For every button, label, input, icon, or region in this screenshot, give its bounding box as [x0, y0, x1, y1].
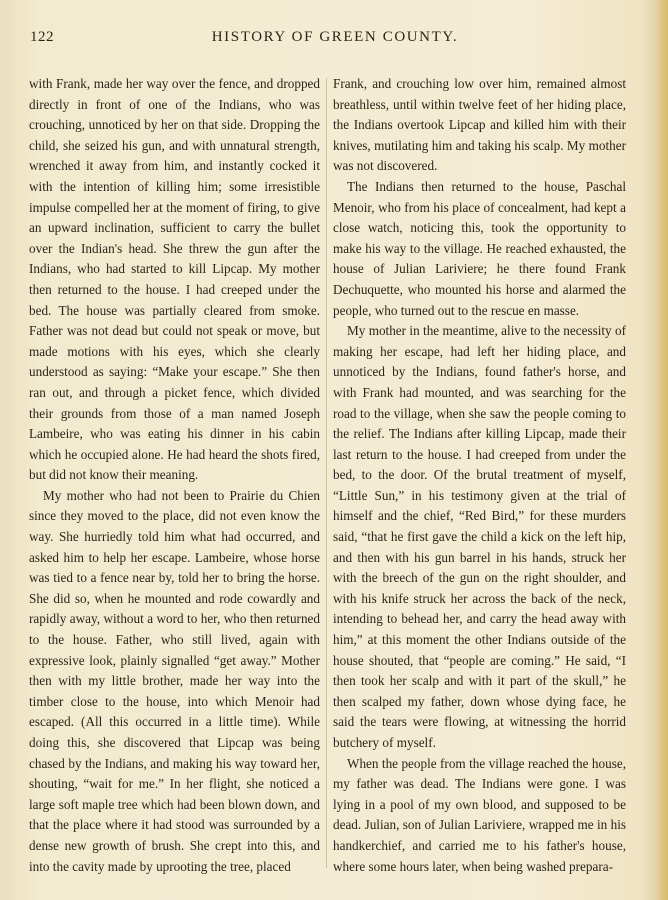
right-paragraph-1: Frank, and crouching low over him, remained almost breathless, until within twelve feet of her hiding place, the Indians overtook Lipcap and killed him with their knives, mutilating him and taking his scalp. My mother was not discovered. [333, 76, 626, 174]
right-column [333, 74, 626, 882]
left-paragraph-2: My mother who had not been to Prairie du Chien since they moved to the place, did not even know the way. She hurriedly told him what had occurred, and asked him to help her escape. Lambeire, whose horse was tied to a fence near by, told her to bring the horse. She did so, when he mounted and rode cowardly and rapidly away, without a word to her, who then returned to the house. Father, who still lived, again with expressive look, plainly signalled “get away.” Mother then with my little brother, made her way into the timber close to the house, into which Menoir had escaped. (All this occurred in a little time). While doing this, she discovered that Lipcap was being chased by the Indians, and making his way toward her, shouting, “wait for me.” In her flight, she noticed a large soft maple tree which had been blown down, and that the place where it had stood was surrounded by a dense new growth of brush. She crept into this, and into the cavity made by uprooting the tree, placed [29, 487, 320, 874]
right-paragraph-2: The Indians then returned to the house, Paschal Menoir, who from his place of concealment, had kept a close watch, noticing this, took the opportunity to make his way to the village. He reached exhausted, the house of Julian Lariviere; he there found Frank Dechuquette, who mounted his horse and alarmed the people, who turned out to the rescue en masse. [333, 178, 626, 318]
page-edge [658, 0, 668, 900]
left-column [29, 74, 320, 882]
right-paragraph-4: When the people from the village reached the house, my father was dead. The Indians were gone. I was lying in a pool of my own blood, and supposed to be dead. Julian, son of Julian Lariviere, wrapped me in his handkerchief, and carried me to his father's house, where some hours later, when being washed prepara- [333, 755, 626, 874]
column-divider [326, 78, 327, 868]
page-number: 122 [30, 29, 54, 45]
right-paragraph-3: My mother in the meantime, alive to the necessity of making her escape, had left her hiding place, and unnoticed by the Indians, found father's horse, and with Frank had mounted, and was searching for the road to the village, when she saw the people coming to the relief. The Indians after killing Lipcap, made their last return to the house. I had creeped from under the bed, to the door. Of the brutal treatment of myself, “Little Sun,” in his testimony given at the trial of himself and the chief, “Red Bird,” for these murders said, “that he first gave the child a kick on the left hip, and then with his gun barrel in his hands, struck her with the breech of the gun on the right shoulder, and with his knife struck her across the back of the neck, intending to behead her, and carry the head away with him,” at this moment the other Indians outside of the house shouted, that “people are coming.” He said, “I then took her scalp and with it part of the skull,” he then scalped my father, down whose dying face, he said the tears were flowing, at witnessing the horrid butchery of myself. [333, 323, 626, 750]
left-paragraph-1: with Frank, made her way over the fence, and dropped directly in front of one of the Indians, who was crouching, unnoticed by her on that side. Dropping the child, she seized his gun, and with unnatural strength, wrenched it away from him, and instantly cocked it with the intention of killing him; some irresistible impulse compelled her at the moment of firing, to give an upward inclination, sufficient to carry the bullet over the Indian's head. She threw the gun after the Indians, who had started to kill Lipcap. My mother then returned to the house. I had creeped under the bed. The house was partially cleared from smoke. Father was not dead but could not speak or move, but made motions with his eyes, which she clearly understood as saying: “Make your escape.” She then ran out, and through a picket fence, which divided their grounds from those of a man named Joseph Lambeire, who was eating his dinner in his cabin which he occupied alone. He had heard the shots fired, but did not know their meaning. [29, 76, 320, 483]
page-header [30, 29, 640, 53]
running-title: HISTORY OF GREEN COUNTY. [211, 29, 459, 45]
